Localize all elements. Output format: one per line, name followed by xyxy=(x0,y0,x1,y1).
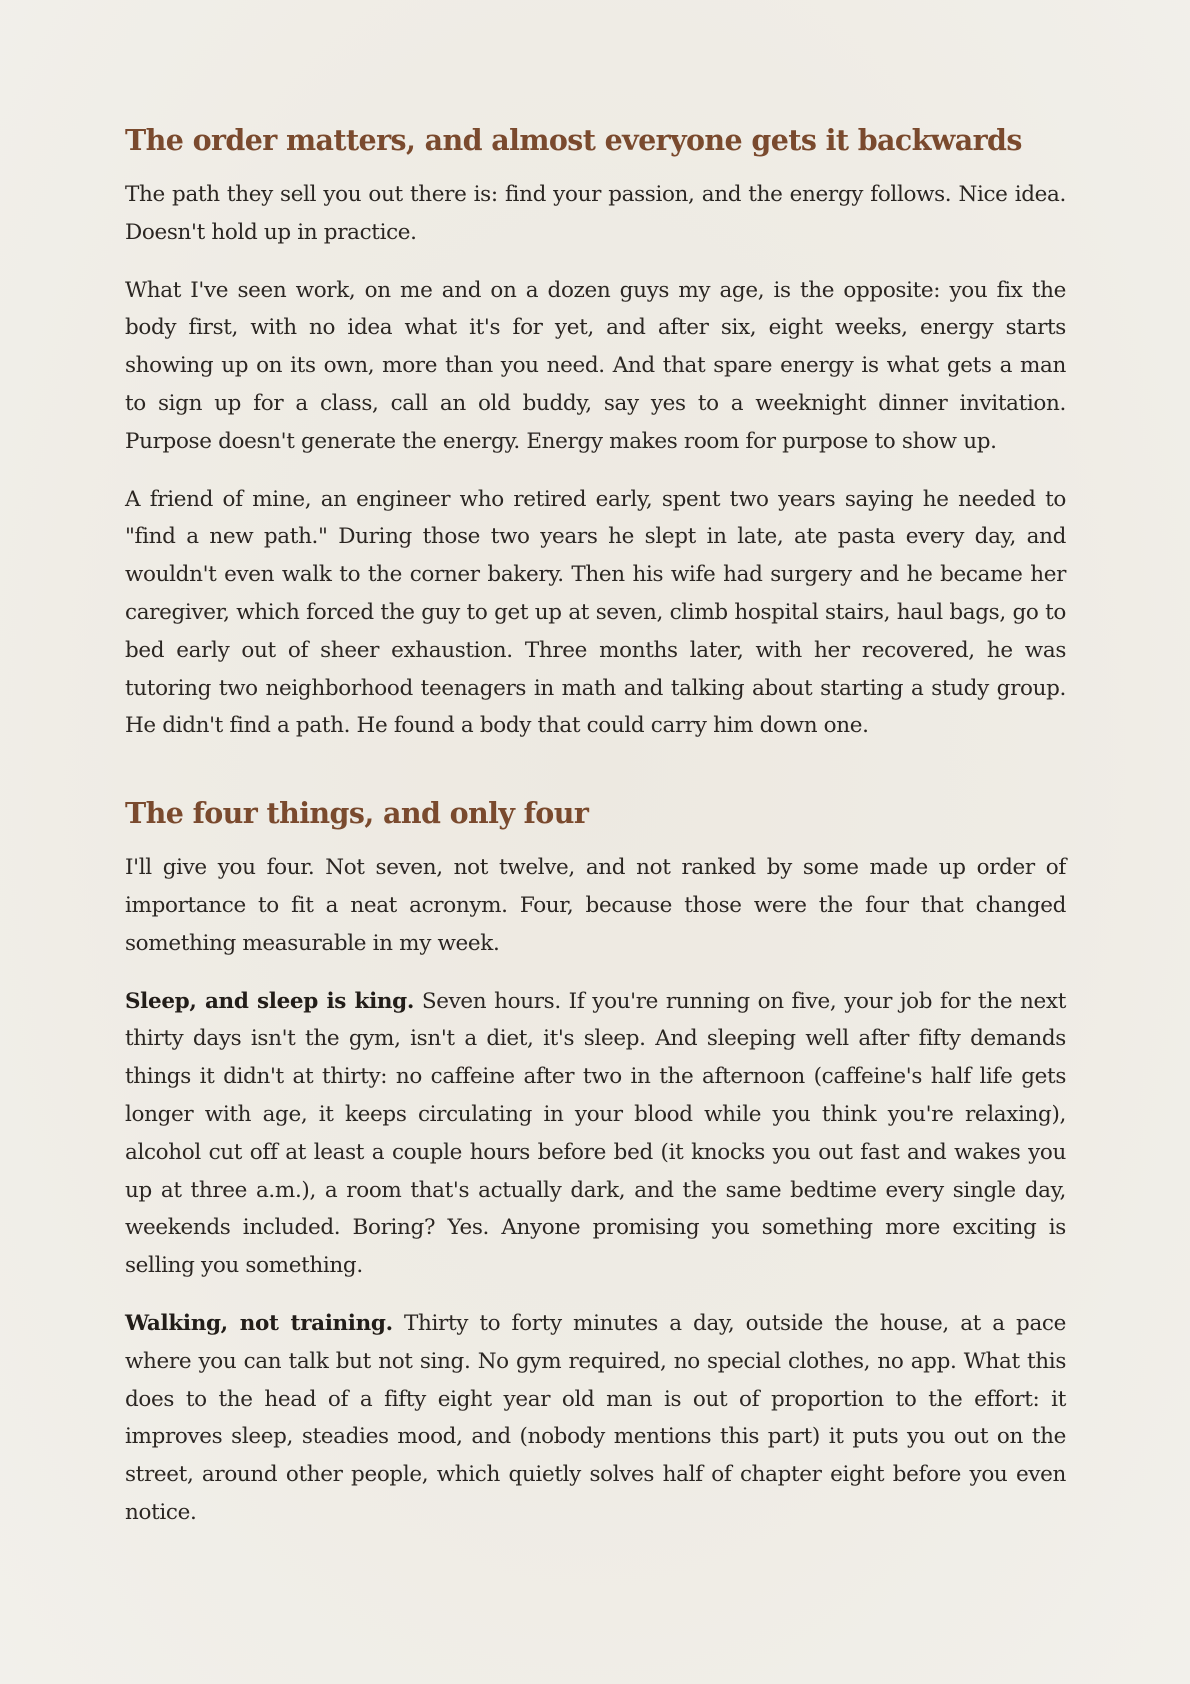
section-heading-order-matters: The order matters, and almost everyone gets it backwards xyxy=(125,123,1022,157)
section-heading-four-things: The four things, and only four xyxy=(125,796,589,831)
sleep-title: Sleep, and sleep is king. xyxy=(125,988,414,1014)
paragraph-four-intro: I'll give you four. Not seven, not twelve, and not ranked by some made up order of importance to fit a neat acronym. Four, because those were the four that changed something measurable in my week. xyxy=(125,855,1066,956)
paragraph-sleep xyxy=(125,983,1066,1285)
paragraph-passion-myth: The path they sell you out there is: find your passion, and the energy follows. Nice idea. Doesn't hold up in practice. xyxy=(125,182,1066,245)
sleep-text: Seven hours. If you're running on five, your job for the next thirty days isn't the gym, isn't a diet, it's sleep. And sleeping well after fifty demands things it didn't at thirty: no caffeine after two in the afternoon (caffeine's half life gets longer with age, it keeps circulating in your blood while you think you're relaxing), alcohol cut off at least a couple hours before bed (it knocks you out fast and wakes you up at three a.m.), a room that's actually dark, and the same bedtime every single day, weekends included. Boring? Yes. Anyone promising you something more exciting is selling you something. xyxy=(125,988,1066,1279)
paragraph-body-first: What I've seen work, on me and on a dozen guys my age, is the opposite: you fix the body first, with no idea what it's for yet, and after six, eight weeks, energy starts showing up on its own, more than you need. And that spare energy is what gets a man to sign up for a class, call an old buddy, say yes to a weeknight dinner invitation. Purpose doesn't generate the energy. Energy makes room for purpose to show up. xyxy=(125,277,1066,454)
walking-text: Thirty to forty minutes a day, outside the house, at a pace where you can talk but not sing. No gym required, no special clothes, no app. What this does to the head of a fifty eight year old man is out of proportion to the effort: it improves sleep, steadies mood, and (nobody mentions this part) it puts you out on the street, around other people, which quietly solves half of chapter eight before you even notice. xyxy=(125,1310,1066,1525)
walking-title: Walking, not training. xyxy=(125,1310,393,1336)
paragraph-walking xyxy=(125,1305,1066,1532)
paragraph-engineer-friend: A friend of mine, an engineer who retired early, spent two years saying he needed to "find a new path." During those two years he slept in late, ate pasta every day, and wouldn't even walk to the corner bakery. Then his wife had surgery and he became her caregiver, which forced the guy to get up at seven, climb hospital stairs, haul bags, go to bed early out of sheer exhaustion. Three months later, with her recovered, he was tutoring two neighborhood teenagers in math and talking about starting a study group. He didn't find a path. He found a body that could carry him down one. xyxy=(125,486,1066,739)
